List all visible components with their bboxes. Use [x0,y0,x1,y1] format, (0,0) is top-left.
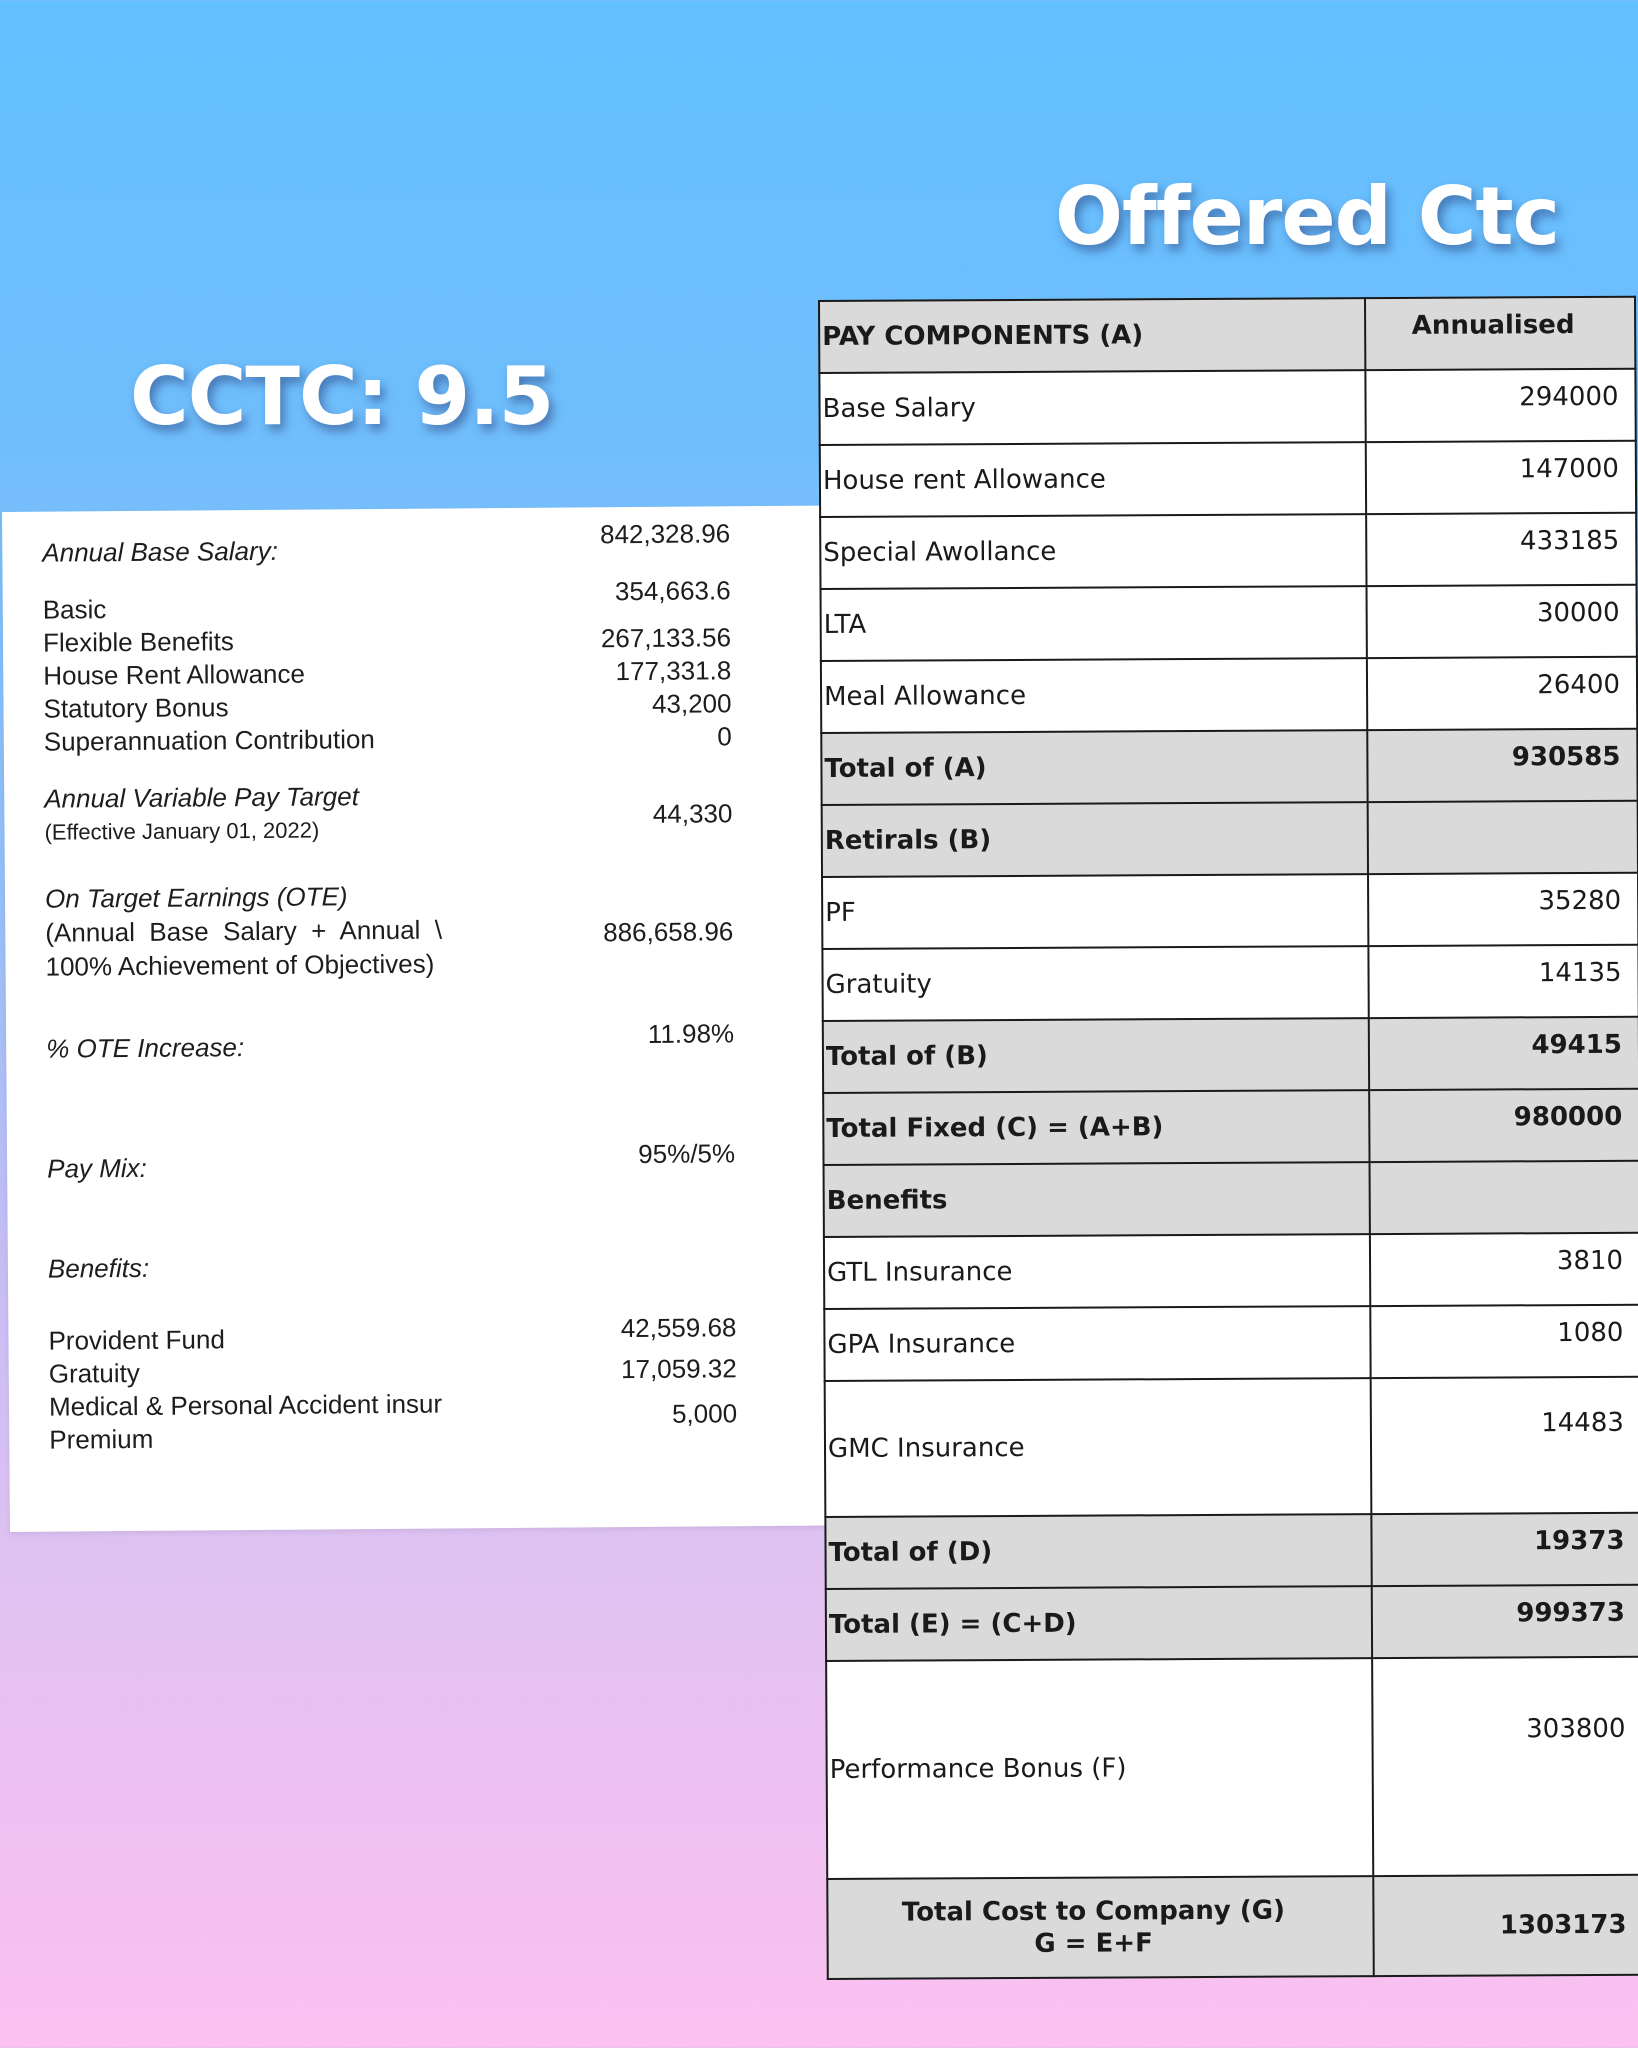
row-value: 19373 [1371,1513,1638,1586]
row-value: 303800 [1372,1657,1638,1876]
total-ctc-row [827,1875,1638,1979]
salary-components-list [43,574,732,758]
row-label: Total Fixed (C) = (A+B) [823,1090,1369,1165]
row-label: Special Awollance [820,514,1366,589]
component-label: Basic [42,594,107,625]
component-value: 177,331.8 [615,655,732,687]
variable-pay-label: Annual Variable Pay Target [44,781,359,814]
benefit-value: 17,059.32 [620,1353,737,1385]
annual-base-salary-label: Annual Base Salary: [42,535,279,568]
row-value: 14483 [1371,1377,1638,1514]
component-row [44,720,732,758]
row-value: 14135 [1368,945,1638,1018]
row-value: 999373 [1372,1585,1638,1658]
row-value: 30000 [1367,585,1637,658]
row-value: 35280 [1368,873,1638,946]
component-label: Statutory Bonus [43,692,229,724]
benefit-value: 42,559.68 [620,1312,737,1344]
ote-increase-value: 11.98% [647,1018,735,1049]
row-label: Total of (A) [821,730,1367,805]
ote-sublabel-line2: 100% Achievement of Objectives) [45,948,435,982]
ote-row [45,876,734,983]
row-label: LTA [821,586,1367,661]
ote-label: On Target Earnings (OTE) [44,881,348,914]
header-pay-components: PAY COMPONENTS (A) [819,298,1365,373]
row-value: 3810 [1370,1233,1638,1306]
row-label: PF [822,874,1368,949]
table-row [824,1305,1638,1381]
variable-pay-sublabel: (Effective January 01, 2022) [44,817,320,845]
row-label: GMC Insurance [825,1378,1372,1517]
current-ctc-title: CCTC: 9.5 [130,350,554,443]
table-row [824,1233,1638,1309]
row-label: Total of (B) [823,1018,1369,1093]
component-label: Superannuation Contribution [43,724,375,757]
component-label: House Rent Allowance [43,658,306,691]
pay-mix-value: 95%/5% [638,1138,736,1170]
row-label: Meal Allowance [821,658,1367,733]
table-row [826,1657,1638,1879]
row-label: House rent Allowance [820,442,1366,517]
offered-ctc-table [818,296,1638,1980]
benefit-label: Gratuity [48,1357,140,1389]
row-value: 1080 [1370,1305,1638,1378]
row-value [1368,801,1638,874]
row-value: 49415 [1369,1017,1638,1090]
ote-sublabel-line1: (Annual Base Salary + Annual \ [45,914,443,948]
subtotal-row [821,729,1637,805]
row-value: 294000 [1365,369,1635,442]
ote-increase-row [46,1016,734,1065]
subtotal-row [823,1089,1638,1165]
total-ctc-label-line1: Total Cost to Company (G) [901,1895,1286,1928]
section-header-row [824,1161,1638,1237]
benefit-label: Medical & Personal Accident insur [48,1388,443,1422]
table-row [820,513,1636,589]
row-label: Benefits [824,1162,1370,1237]
row-value: 26400 [1367,657,1637,730]
subtotal-row [826,1585,1638,1661]
offered-ctc-title: Offered Ctc [1055,170,1560,263]
row-value: 433185 [1366,513,1636,586]
row-value: 147000 [1366,441,1636,514]
table-row [821,657,1637,733]
benefit-row [49,1352,737,1390]
benefit-label: Provident Fund [48,1324,225,1356]
component-label: Flexible Benefits [42,626,234,658]
ote-increase-label: % OTE Increase: [46,1032,245,1064]
component-value: 267,133.56 [600,622,732,654]
benefits-heading: Benefits: [47,1252,150,1284]
row-label: GTL Insurance [824,1234,1370,1309]
section-header-row [822,801,1638,877]
table-row [822,945,1638,1021]
benefit-value: 5,000 [671,1398,738,1429]
benefit-row [49,1385,737,1456]
subtotal-row [825,1513,1638,1589]
row-label: Total of (D) [825,1514,1371,1589]
row-label: Performance Bonus (F) [826,1658,1373,1879]
benefits-heading-row [48,1246,736,1285]
pay-mix-label: Pay Mix: [47,1152,147,1184]
component-value: 0 [717,721,732,752]
annual-base-salary-value: 842,328.96 [599,518,731,550]
row-label: GPA Insurance [824,1306,1370,1381]
row-label: Base Salary [819,370,1365,445]
ote-value: 886,658.96 [603,916,734,948]
row-value: 980000 [1369,1089,1638,1162]
pay-mix-row [47,1136,735,1185]
subtotal-row [823,1017,1638,1093]
row-label: Gratuity [822,946,1368,1021]
total-ctc-formula: G = E+F [1034,1928,1153,1959]
table-row [825,1377,1638,1517]
header-annualised: Annualised [1365,297,1635,370]
table-row [821,585,1637,661]
row-value [1370,1161,1638,1234]
row-value: 930585 [1367,729,1637,802]
table-row [822,873,1638,949]
benefits-list [48,1311,737,1456]
component-row [43,574,731,626]
component-row [43,654,731,692]
component-row [43,621,731,659]
total-ctc-value: 1303173 [1373,1875,1638,1976]
component-row [43,687,731,725]
component-value: 43,200 [651,688,732,719]
benefit-row [48,1311,736,1357]
variable-pay-row [44,776,733,849]
table-row [820,441,1636,517]
annual-base-salary-row [42,516,730,569]
table-header-row [819,297,1635,373]
benefit-label-cont: Premium [49,1423,154,1455]
current-ctc-document [2,506,828,1532]
row-label: Total (E) = (C+D) [826,1586,1372,1661]
row-label: Retirals (B) [822,802,1368,877]
total-ctc-label [827,1876,1374,1979]
table-row [819,369,1635,445]
component-value: 354,663.6 [614,575,731,607]
variable-pay-value: 44,330 [652,798,733,829]
